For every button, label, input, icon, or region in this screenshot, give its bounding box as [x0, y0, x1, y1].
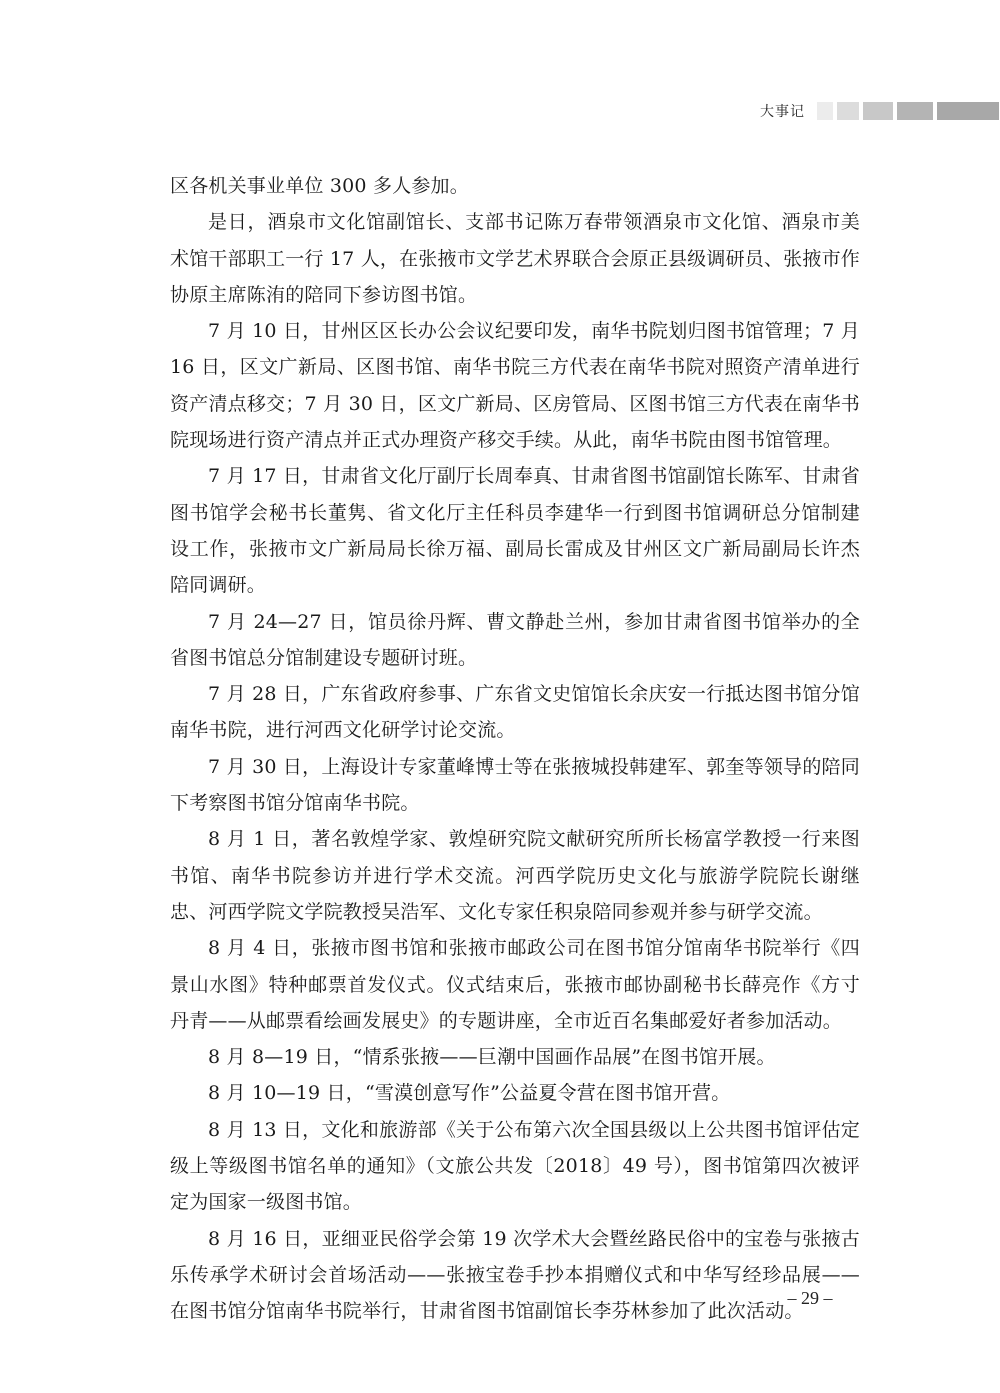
paragraph: 8 月 10—19 日，“雪漠创意写作”公益夏令营在图书馆开营。	[208, 1082, 731, 1105]
paragraph: 8 月 1 日，著名敦煌学家、敦煌研究院文献研究所所长杨富学教授一行来图书馆、南华书院参访并进行学术交流。河西学院历史文化与旅游学院院长谢继忠、河西学院文学院教授吴浩军、文化专家任积泉陪同参观并参与研学交流。	[170, 828, 860, 923]
page-body	[170, 168, 860, 1330]
section-title: 大事记	[760, 104, 805, 120]
paragraph: 7 月 10 日，甘州区区长办公会议纪要印发，南华书院划归图书馆管理；7 月 16 日，区文广新局、区图书馆、南华书院三方代表在南华书院对照资产清单进行资产清点移交；7 月 30 日，区文广新局、区房管局、区图书馆三方代表在南华书院现场进行资产清点并正式办理资产移交手续。从此，南华书院由图书馆管理。	[170, 320, 860, 452]
paragraph: 7 月 24—27 日，馆员徐丹辉、曹文静赴兰州，参加甘肃省图书馆举办的全省图书馆总分馆制建设专题研讨班。	[170, 610, 860, 669]
paragraph: 7 月 17 日，甘肃省文化厅副厅长周奉真、甘肃省图书馆副馆长陈军、甘肃省图书馆学会秘书长董隽、省文化厅主任科员李建华一行到图书馆调研总分馆制建设工作，张掖市文广新局局长徐万福、副局长雷成及甘州区文广新局副局长许杰陪同调研。	[170, 465, 860, 597]
running-header	[760, 100, 1000, 122]
paragraph: 8 月 13 日，文化和旅游部《关于公布第六次全国县级以上公共图书馆评估定级上等级图书馆名单的通知》（文旅公共发〔2018〕49 号），图书馆第四次被评定为国家一级图书馆。	[170, 1118, 860, 1214]
paragraph: 7 月 30 日，上海设计专家董峰博士等在张掖城投韩建军、郭奎等领导的陪同下考察图书馆分馆南华书院。	[170, 755, 860, 815]
header-decor-bar	[837, 102, 859, 120]
paragraph: 7 月 28 日，广东省政府参事、广东省文史馆馆长余庆安一行抵达图书馆分馆南华书院，进行河西文化研学讨论交流。	[170, 683, 860, 742]
header-decor-bar	[817, 102, 833, 120]
header-decor-bar	[863, 102, 893, 120]
header-decor-bar	[897, 102, 933, 120]
header-decor-bar	[937, 102, 999, 120]
paragraph: 8 月 8—19 日，“情系张掖——巨潮中国画作品展”在图书馆开展。	[208, 1046, 776, 1069]
page-number: – 29 –	[787, 1288, 833, 1308]
paragraph: 是日，酒泉市文化馆副馆长、支部书记陈万春带领酒泉市文化馆、酒泉市美术馆干部职工一行 17 人，在张掖市文学艺术界联合会原正县级调研员、张掖市作协原主席陈洧的陪同下参访图书馆。	[170, 211, 860, 306]
paragraph: 8 月 16 日，亚细亚民俗学会第 19 次学术大会暨丝路民俗中的宝卷与张掖古乐传承学术研讨会首场活动——张掖宝卷手抄本捐赠仪式和中华写经珍品展——在图书馆分馆南华书院举行，甘肃省图书馆副馆长李芬林参加了此次活动。	[170, 1227, 860, 1323]
paragraph-continued: 区各机关事业单位 300 多人参加。	[170, 175, 469, 197]
paragraph: 8 月 4 日，张掖市图书馆和张掖市邮政公司在图书馆分馆南华书院举行《四景山水图》特种邮票首发仪式。仪式结束后，张掖市邮协副秘书长薛亮作《方寸丹青——从邮票看绘画发展史》的专题讲座，全市近百名集邮爱好者参加活动。	[170, 937, 860, 1032]
